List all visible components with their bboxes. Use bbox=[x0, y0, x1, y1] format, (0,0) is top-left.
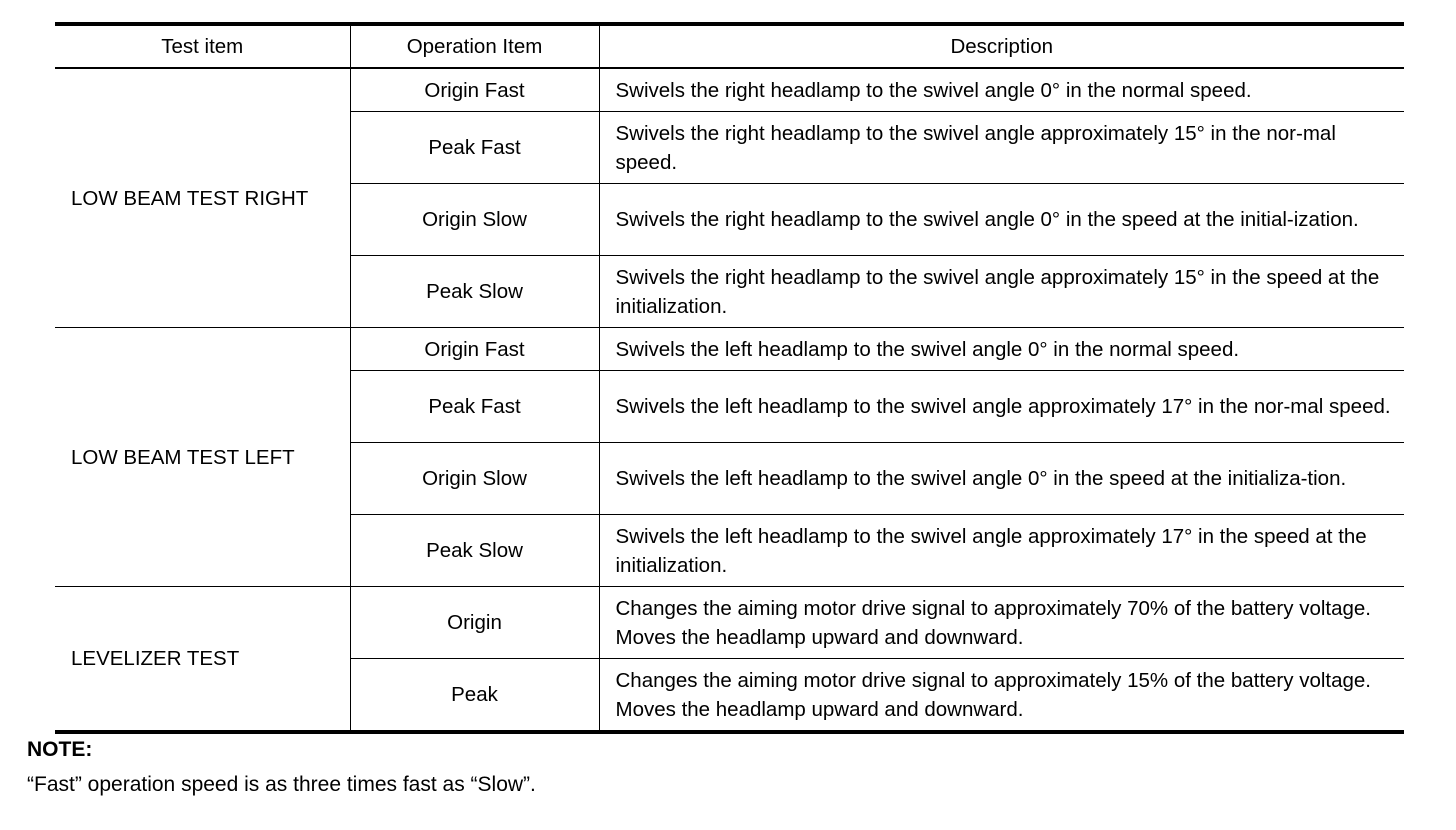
test-item-cell: LOW BEAM TEST LEFT bbox=[55, 328, 350, 587]
table-header-row bbox=[55, 24, 1404, 68]
operation-item-cell: Peak Slow bbox=[350, 515, 599, 587]
note-text: “Fast” operation speed is as three times fast as “Slow”. bbox=[27, 773, 536, 796]
description-cell: Swivels the left headlamp to the swivel angle approximately 17° in the speed at the initialization. bbox=[599, 515, 1404, 587]
header-description: Description bbox=[599, 24, 1404, 68]
header-operation-item: Operation Item bbox=[350, 24, 599, 68]
table-row bbox=[55, 68, 1404, 112]
description-cell: Swivels the right headlamp to the swivel angle 0° in the normal speed. bbox=[599, 68, 1404, 112]
operation-item-cell: Origin bbox=[350, 587, 599, 659]
description-cell: Swivels the left headlamp to the swivel angle 0° in the normal speed. bbox=[599, 328, 1404, 371]
header-test-item: Test item bbox=[55, 24, 350, 68]
test-item-cell: LOW BEAM TEST RIGHT bbox=[55, 68, 350, 328]
table-row bbox=[55, 328, 1404, 371]
operation-item-cell: Origin Slow bbox=[350, 443, 599, 515]
operation-item-cell: Origin Fast bbox=[350, 68, 599, 112]
description-cell: Swivels the right headlamp to the swivel angle approximately 15° in the nor-mal speed. bbox=[599, 112, 1404, 184]
test-item-table bbox=[55, 22, 1404, 734]
operation-item-cell: Peak bbox=[350, 659, 599, 733]
note-heading: NOTE: bbox=[27, 738, 93, 761]
description-cell: Changes the aiming motor drive signal to approximately 70% of the battery voltage. Moves the headlamp upward and downward. bbox=[599, 587, 1404, 659]
operation-item-cell: Origin Slow bbox=[350, 184, 599, 256]
description-cell: Swivels the right headlamp to the swivel angle approximately 15° in the speed at the initialization. bbox=[599, 256, 1404, 328]
description-cell: Swivels the right headlamp to the swivel angle 0° in the speed at the initial-ization. bbox=[599, 184, 1404, 256]
operation-item-cell: Peak Fast bbox=[350, 371, 599, 443]
description-cell: Changes the aiming motor drive signal to approximately 15% of the battery voltage. Moves the headlamp upward and downward. bbox=[599, 659, 1404, 733]
test-item-cell: LEVELIZER TEST bbox=[55, 587, 350, 733]
operation-item-cell: Origin Fast bbox=[350, 328, 599, 371]
operation-item-cell: Peak Fast bbox=[350, 112, 599, 184]
description-cell: Swivels the left headlamp to the swivel angle approximately 17° in the nor-mal speed. bbox=[599, 371, 1404, 443]
description-cell: Swivels the left headlamp to the swivel angle 0° in the speed at the initializa-tion. bbox=[599, 443, 1404, 515]
table-row bbox=[55, 587, 1404, 659]
operation-item-cell: Peak Slow bbox=[350, 256, 599, 328]
